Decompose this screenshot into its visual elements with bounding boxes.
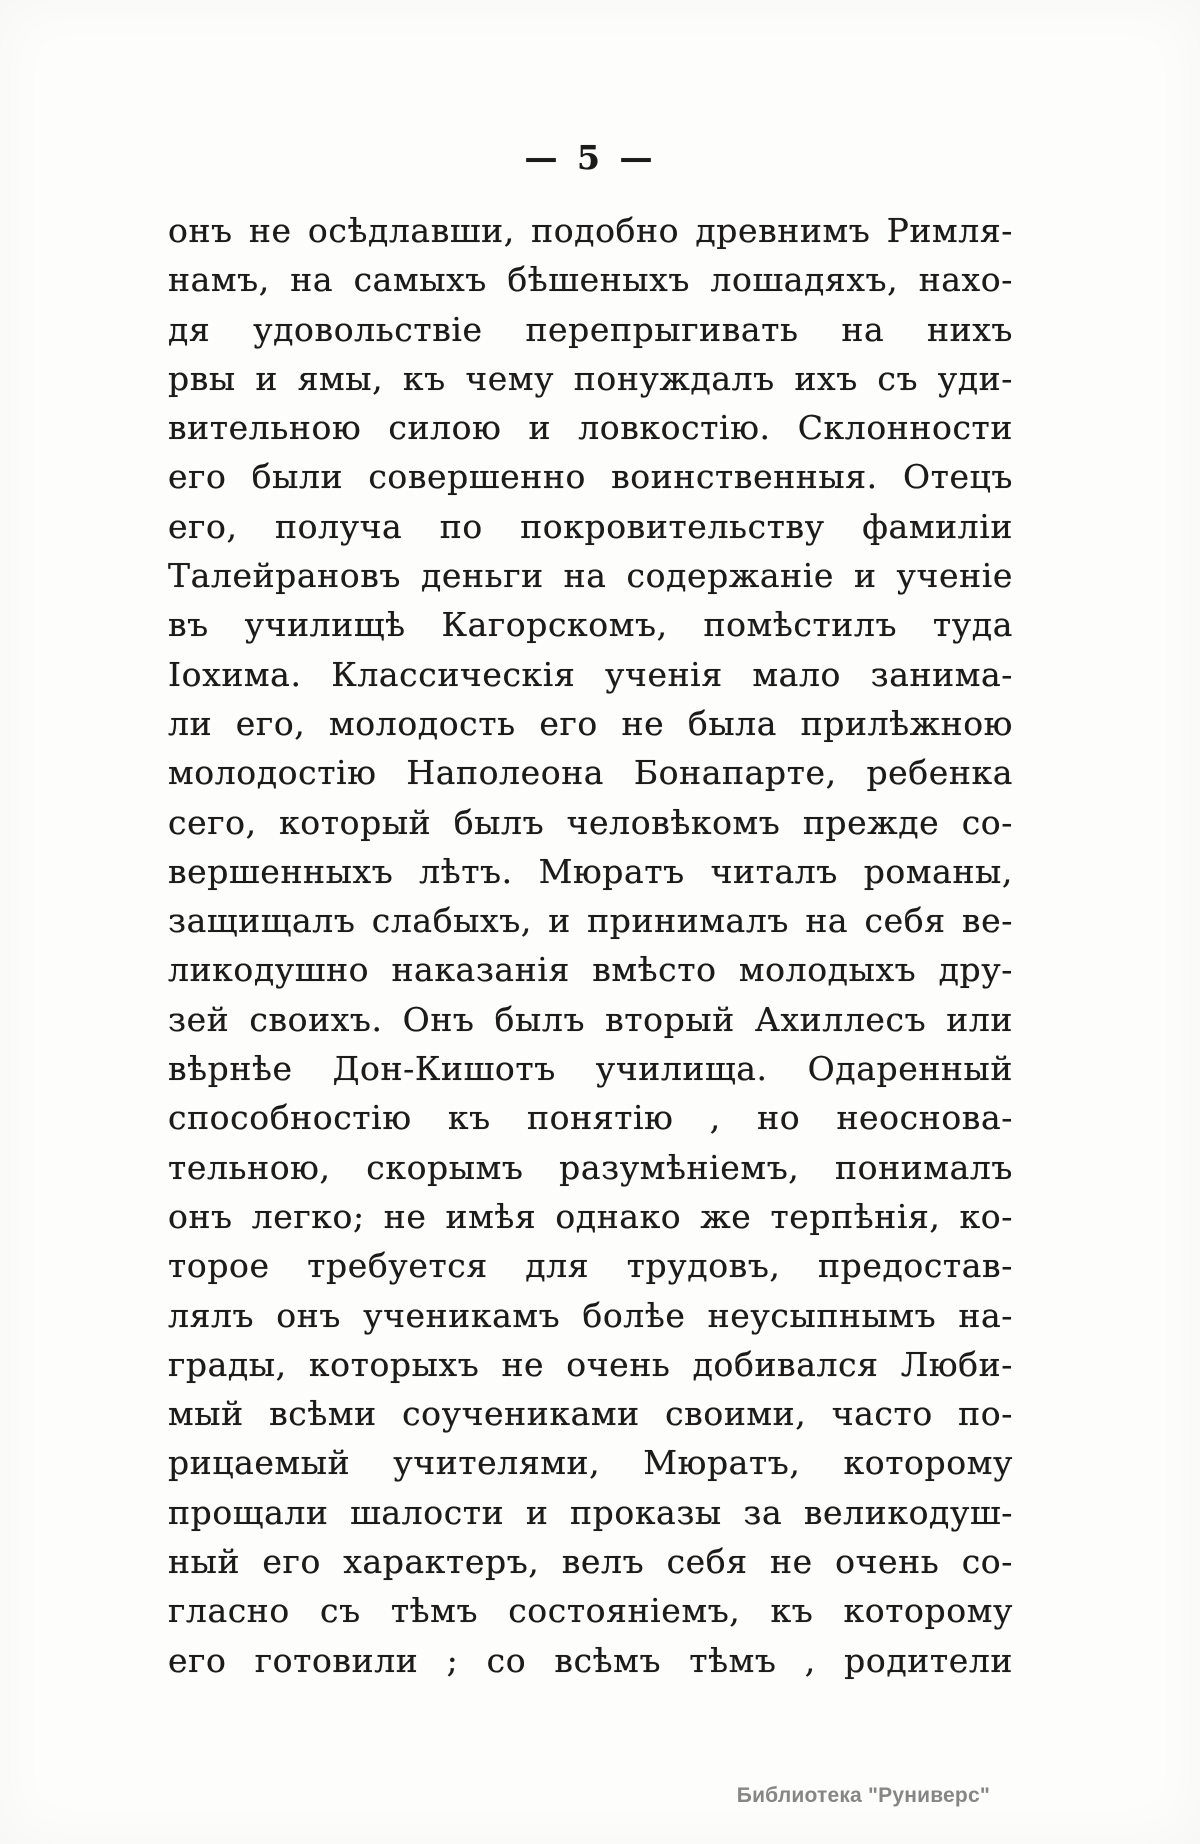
- page-text: [168, 206, 1013, 1685]
- text-line: гласно съ тѣмъ состояніемъ, къ которому: [168, 1591, 1013, 1631]
- text-line: защищалъ слабыхъ, и принималъ на себя ве-: [168, 901, 1013, 941]
- text-line: прощали шалости и проказы за великодуш-: [168, 1492, 1013, 1532]
- text-line: рицаемый учителями, Мюратъ, которому: [168, 1443, 1013, 1483]
- text-line: вѣрнѣе Дон-Кишотъ училища. Одаренный: [168, 1049, 1013, 1089]
- text-line: молодостію Наполеона Бонапарте, ребенка: [168, 753, 1013, 793]
- text-line: въ училищѣ Кагорскомъ, помѣстилъ туда: [168, 605, 1013, 645]
- text-line: лялъ онъ ученикамъ болѣе неусыпнымъ на-: [168, 1295, 1013, 1335]
- text-line: Іохима. Классическія ученія мало занима-: [168, 654, 1013, 694]
- text-line: онъ легко; не имѣя однако же терпѣнія, ко-: [168, 1196, 1013, 1236]
- text-line: тельною, скорымъ разумѣніемъ, понималъ: [168, 1147, 1013, 1187]
- runivers-library-watermark: Библиотека "Руниверс": [736, 1784, 990, 1807]
- text-line: дя удовольствіе перепрыгивать на нихъ: [168, 309, 1013, 349]
- text-line: рвы и ямы, къ чему понуждалъ ихъ съ уди-: [168, 358, 1013, 398]
- text-line: сего, который былъ человѣкомъ прежде со-: [168, 802, 1013, 842]
- text-line: его были совершенно воинственныя. Отецъ: [168, 457, 1013, 497]
- text-line: ли его, молодость его не была прилѣжною: [168, 703, 1013, 743]
- text-line: мый всѣми соучениками своими, часто по-: [168, 1394, 1013, 1434]
- text-line: его готовили ; со всѣмъ тѣмъ , родители: [168, 1640, 1013, 1680]
- text-line: грады, которыхъ не очень добивался Люби-: [168, 1344, 1013, 1384]
- text-line: Талейрановъ деньги на содержаніе и ученіе: [168, 556, 1013, 596]
- text-line: намъ, на самыхъ бѣшеныхъ лошадяхъ, нахо-: [168, 260, 1013, 300]
- text-line: зей своихъ. Онъ былъ вторый Ахиллесъ или: [168, 999, 1013, 1039]
- text-line: способностію къ понятію , но неоснова-: [168, 1098, 1013, 1138]
- text-line: онъ не осѣдлавши, подобно древнимъ Римля-: [168, 211, 1013, 250]
- page-number: — 5 —: [524, 138, 657, 177]
- text-line: ликодушно наказанія вмѣсто молодыхъ дру-: [168, 950, 1013, 990]
- text-line: вительною силою и ловкостію. Склонности: [168, 408, 1013, 448]
- text-line: ный его характеръ, велъ себя не очень со-: [168, 1542, 1013, 1582]
- text-line: вершенныхъ лѣтъ. Мюратъ читалъ романы,: [168, 851, 1013, 891]
- text-line: его, получа по покровительству фамиліи: [168, 506, 1013, 546]
- text-line: торое требуется для трудовъ, предостав-: [168, 1246, 1013, 1286]
